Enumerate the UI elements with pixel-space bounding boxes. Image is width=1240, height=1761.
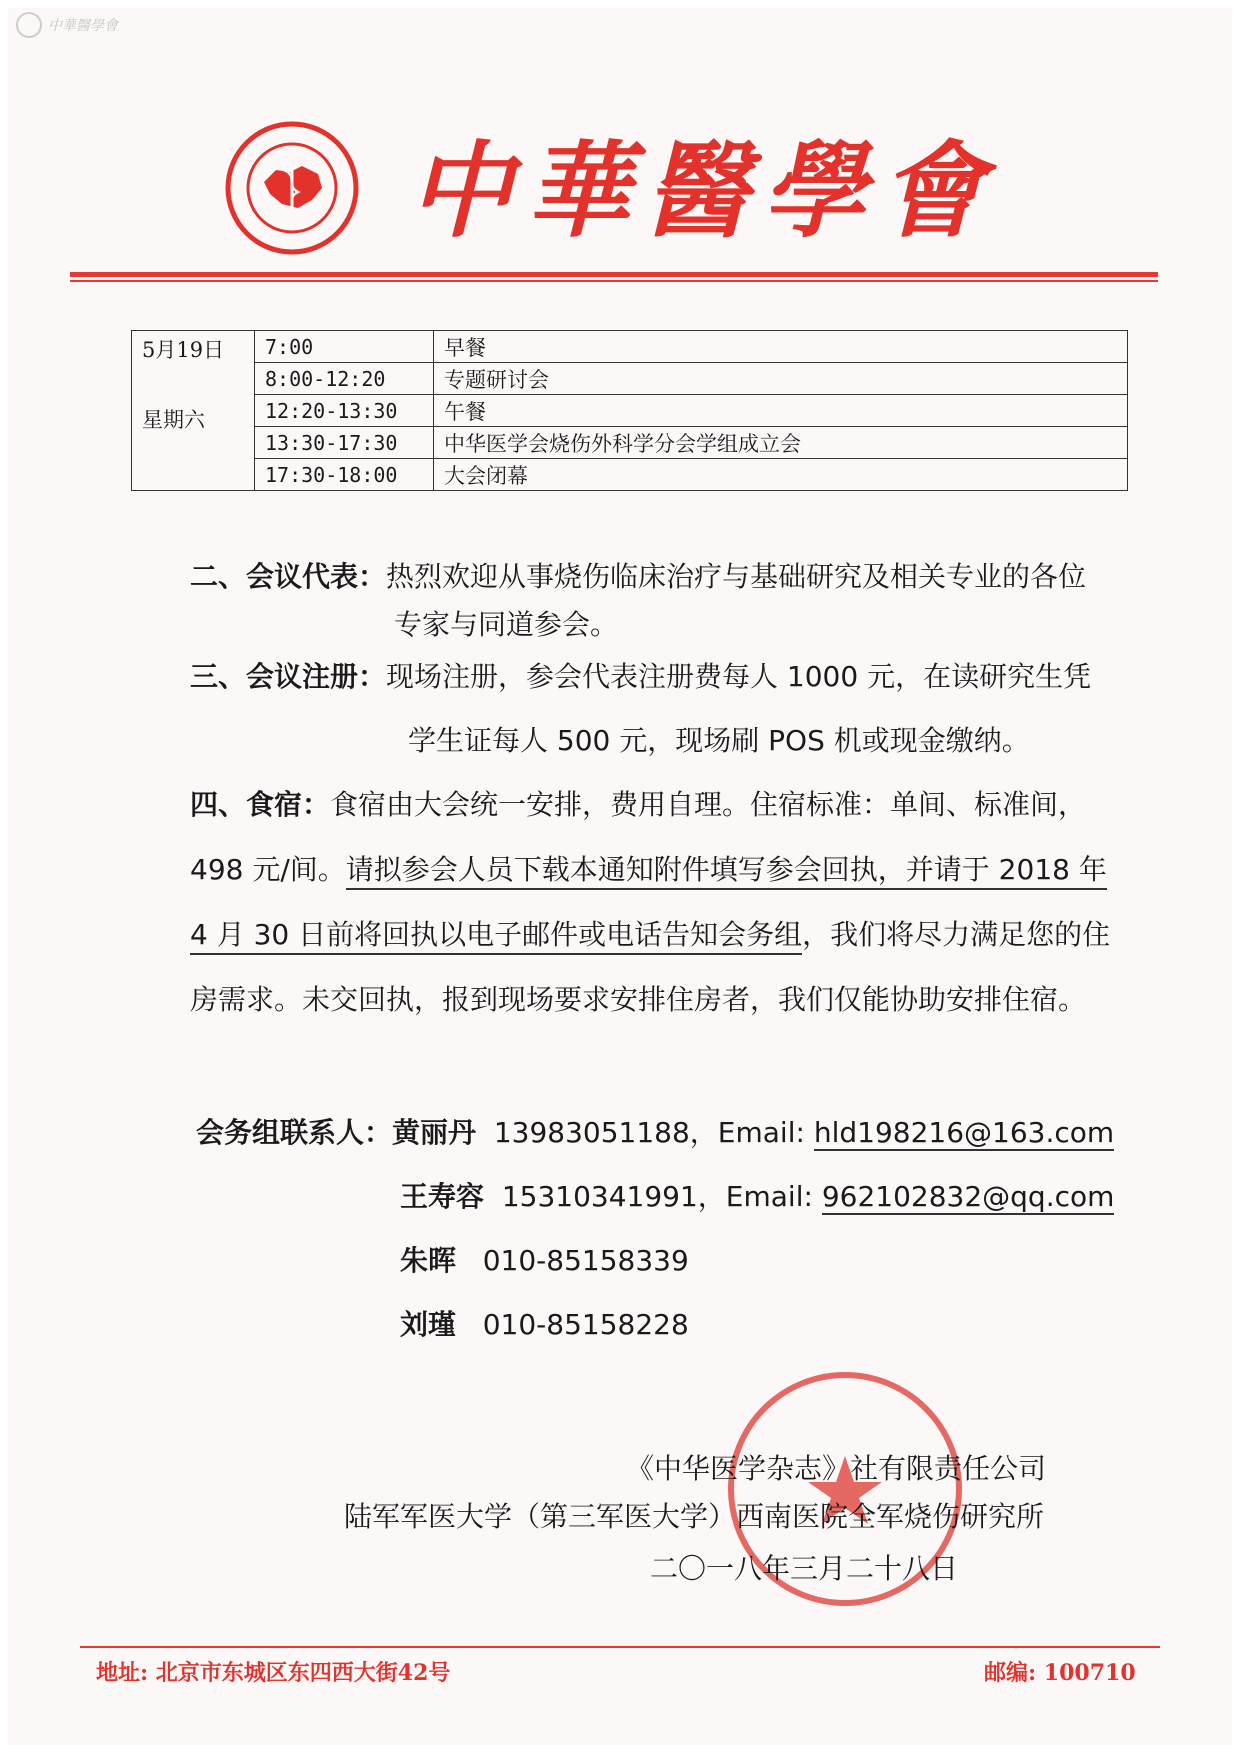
lodging-line3 bbox=[190, 918, 1110, 952]
schedule-weekday: 星期六 bbox=[142, 408, 205, 432]
contact-email-link[interactable]: hld198216@163.com bbox=[813, 1116, 1115, 1149]
event-cell: 早餐 bbox=[434, 331, 1128, 363]
registration-text: 现场注册，参会代表注册费每人 1000 元，在读研究生凭 bbox=[386, 660, 1092, 693]
lodging-deadline-underlined: 4 月 30 日前将回执以电子邮件或电话告知会务组 bbox=[190, 918, 802, 955]
event-cell: 专题研讨会 bbox=[434, 363, 1128, 395]
contact-row bbox=[400, 1180, 1114, 1214]
header-rule-thick bbox=[70, 272, 1158, 277]
event-cell: 中华医学会烧伤外科学分会学组成立会 bbox=[434, 427, 1128, 459]
contact-name: 黄丽丹 bbox=[392, 1116, 477, 1149]
table-row bbox=[132, 427, 1128, 459]
delegates-line2: 专家与同道参会。 bbox=[394, 608, 619, 641]
association-logo-icon bbox=[224, 120, 360, 256]
lodging-text: 食宿由大会统一安排，费用自理。住宿标准：单间、标准间， bbox=[330, 788, 1087, 821]
time-cell: 17:30-18:00 bbox=[255, 459, 434, 491]
contact-name: 朱晖 bbox=[400, 1244, 457, 1277]
event-cell: 午餐 bbox=[434, 395, 1128, 427]
mini-seal-icon bbox=[16, 12, 42, 38]
delegates-text: 热烈欢迎从事烧伤临床治疗与基础研究及相关专业的各位 bbox=[386, 560, 1087, 593]
contact-phone: 010-85158228 bbox=[482, 1308, 689, 1341]
lodging-line1 bbox=[190, 788, 1086, 822]
corner-mark-text: 中華醫學會 bbox=[48, 18, 118, 34]
time-cell: 8:00-12:20 bbox=[255, 363, 434, 395]
table-row bbox=[132, 363, 1128, 395]
time-cell: 12:20-13:30 bbox=[255, 395, 434, 427]
scan-corner-mark bbox=[16, 12, 118, 38]
header-rule-thin bbox=[70, 280, 1158, 282]
time-cell: 7:00 bbox=[255, 331, 434, 363]
lodging-line2 bbox=[190, 853, 1107, 887]
lodging-line4: 房需求。未交回执，报到现场要求安排住房者，我们仅能协助安排住宿。 bbox=[190, 983, 1087, 1016]
schedule-date: 5月19日 bbox=[142, 338, 225, 362]
time-cell: 13:30-17:30 bbox=[255, 427, 434, 459]
letter-page bbox=[8, 8, 1232, 1745]
signature-org1: 《中华医学杂志》社有限责任公司 bbox=[626, 1452, 1047, 1485]
registration-line1 bbox=[190, 660, 1091, 694]
masthead-title: 中華醫學會 bbox=[408, 129, 999, 252]
signature-org2: 陆军军医大学（第三军医大学）西南医院全军烧伤研究所 bbox=[344, 1500, 1045, 1533]
contact-name: 王寿容 bbox=[400, 1180, 485, 1213]
footer-rule bbox=[80, 1646, 1160, 1648]
signature-date: 二〇一八年三月二十八日 bbox=[650, 1552, 959, 1585]
contact-row bbox=[400, 1244, 689, 1278]
contact-phone: 13983051188，Email: bbox=[493, 1116, 814, 1149]
table-row bbox=[132, 459, 1128, 491]
delegates-heading: 二、会议代表： bbox=[190, 560, 387, 593]
contact-email-link[interactable]: 962102832@qq.com bbox=[821, 1180, 1115, 1213]
footer-postcode: 邮编: 100710 bbox=[984, 1660, 1136, 1686]
registration-heading: 三、会议注册： bbox=[190, 660, 387, 693]
registration-line2: 学生证每人 500 元，现场刷 POS 机或现金缴纳。 bbox=[408, 724, 1030, 757]
date-cell bbox=[132, 331, 255, 491]
schedule-table bbox=[131, 330, 1128, 491]
contact-name: 刘瑾 bbox=[400, 1308, 457, 1341]
lodging-price: 498 元/间。 bbox=[190, 853, 346, 886]
contacts-heading: 会务组联系人： bbox=[196, 1116, 393, 1149]
lodging-promise: ，我们将尽力满足您的住 bbox=[802, 918, 1111, 951]
table-row bbox=[132, 395, 1128, 427]
delegates-line1 bbox=[190, 560, 1086, 594]
lodging-notice-underlined: 请拟参会人员下载本通知附件填写参会回执，并请于 2018 年 bbox=[346, 853, 1107, 890]
footer-address: 地址: 北京市东城区东四西大街42号 bbox=[96, 1660, 451, 1686]
lodging-heading: 四、食宿： bbox=[190, 788, 331, 821]
contact-row bbox=[196, 1116, 1114, 1150]
event-cell: 大会闭幕 bbox=[434, 459, 1128, 491]
contact-row bbox=[400, 1308, 689, 1342]
table-row bbox=[132, 331, 1128, 363]
contact-phone: 010-85158339 bbox=[482, 1244, 689, 1277]
contact-phone: 15310341991，Email: bbox=[501, 1180, 822, 1213]
